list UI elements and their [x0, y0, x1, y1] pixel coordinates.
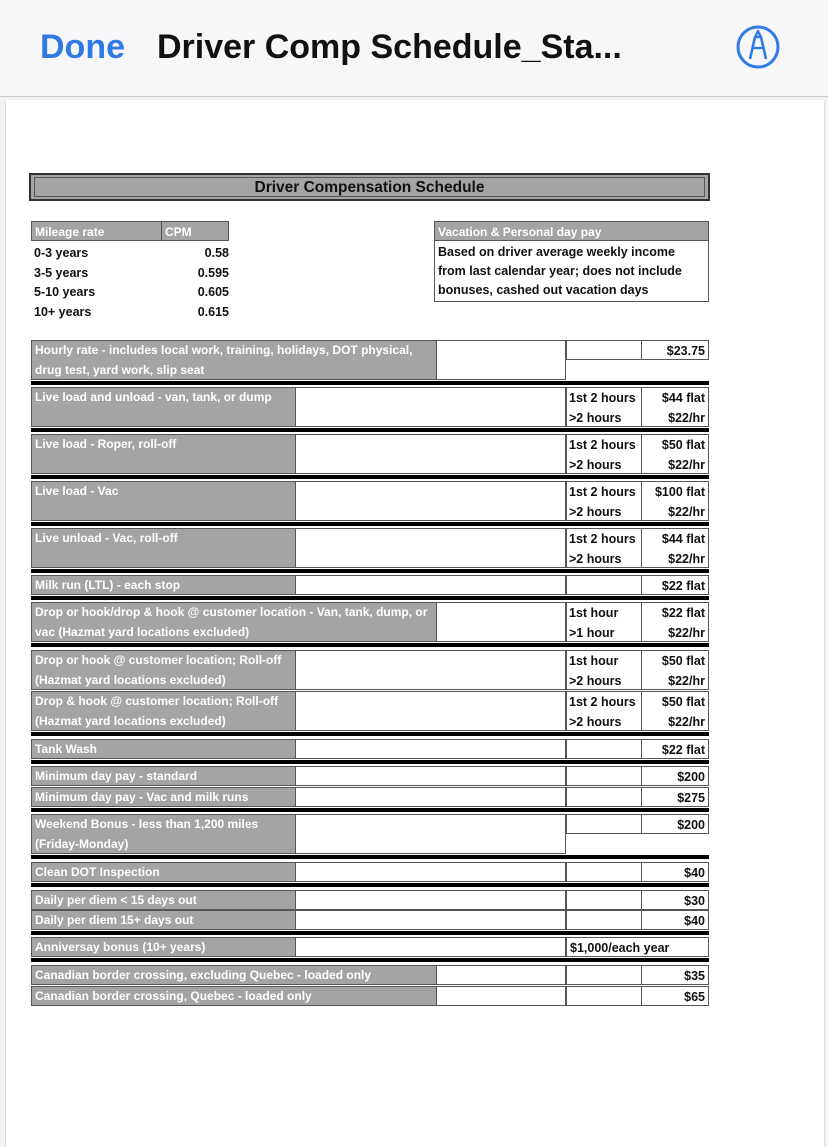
row-label: Live unload - Vac, roll-off: [31, 528, 296, 568]
row-terms-cell: [566, 575, 642, 595]
row-terms-cell: [566, 787, 642, 807]
row-terms-cell: 1st 2 hours >2 hours: [566, 691, 642, 731]
row-amount-cell: $23.75: [641, 340, 709, 360]
row-terms-cell: [566, 814, 642, 834]
row-terms-cell: [566, 986, 642, 1006]
row-separator: [31, 569, 709, 573]
row-spacer-cell: [296, 814, 566, 854]
row-terms-cell: [566, 739, 642, 759]
row-amount-cell: $22 flat: [641, 575, 709, 595]
row-spacer-cell: [296, 691, 566, 731]
row-separator: [31, 732, 709, 736]
row-spacer-cell: [296, 862, 566, 882]
row-terms-cell: $1,000/each year: [566, 937, 709, 957]
row-separator: [31, 596, 709, 600]
markup-pen-icon[interactable]: [735, 24, 781, 70]
row-amount-cell: $50 flat $22/hr: [641, 650, 709, 690]
row-label: Live load and unload - van, tank, or dump: [31, 387, 296, 427]
schedule-title: Driver Compensation Schedule: [254, 179, 485, 196]
row-spacer-cell: [296, 937, 566, 957]
row-amount-cell: $50 flat $22/hr: [641, 691, 709, 731]
mileage-rate-value: 0.595: [197, 265, 229, 280]
row-amount-cell: $65: [641, 986, 709, 1006]
row-label: Minimum day pay - Vac and milk runs: [31, 787, 296, 807]
row-spacer-cell: [437, 965, 566, 985]
row-spacer-cell: [296, 387, 566, 427]
row-label: Daily per diem 15+ days out: [31, 910, 296, 930]
row-spacer-cell: [296, 766, 566, 786]
row-amount-cell: $30: [641, 890, 709, 910]
row-separator: [31, 428, 709, 432]
row-label: Minimum day pay - standard: [31, 766, 296, 786]
row-label: Anniversay bonus (10+ years): [31, 937, 296, 957]
row-amount-cell: $35: [641, 965, 709, 985]
row-terms-cell: 1st 2 hours >2 hours: [566, 434, 642, 474]
row-spacer-cell: [296, 575, 566, 595]
row-terms-cell: 1st 2 hours >2 hours: [566, 481, 642, 521]
row-spacer-cell: [296, 739, 566, 759]
row-terms-cell: [566, 890, 642, 910]
row-spacer-cell: [296, 787, 566, 807]
row-amount-cell: $100 flat $22/hr: [641, 481, 709, 521]
row-separator: [31, 855, 709, 859]
row-terms-cell: 1st 2 hours >2 hours: [566, 528, 642, 568]
mileage-table: [34, 244, 229, 322]
row-separator: [31, 883, 709, 887]
row-amount-cell: $275: [641, 787, 709, 807]
row-separator: [31, 958, 709, 962]
row-label: Hourly rate - includes local work, training, holidays, DOT physical, drug test, yard work, slip seat: [31, 340, 437, 380]
row-terms-cell: [566, 340, 642, 360]
row-label: Canadian border crossing, Quebec - loaded only: [31, 986, 437, 1006]
row-spacer-cell: [437, 986, 566, 1006]
row-label: Daily per diem < 15 days out: [31, 890, 296, 910]
row-spacer-cell: [296, 890, 566, 910]
row-amount-cell: $22 flat $22/hr: [641, 602, 709, 642]
mileage-rate-value: 0.615: [197, 304, 229, 319]
row-separator: [31, 643, 709, 647]
row-amount-cell: $50 flat $22/hr: [641, 434, 709, 474]
top-toolbar: [0, 0, 828, 97]
mileage-years: 3-5 years: [34, 265, 89, 280]
mileage-years: 0-3 years: [34, 246, 89, 260]
row-label: Live load - Roper, roll-off: [31, 434, 296, 474]
mileage-years: 5-10 years: [34, 285, 96, 299]
row-terms-cell: [566, 862, 642, 882]
mileage-rate-header: Mileage rate: [31, 221, 162, 241]
row-spacer-cell: [296, 528, 566, 568]
row-separator: [31, 381, 709, 385]
mileage-cpm-header: CPM: [161, 221, 229, 241]
row-label: Drop or hook @ customer location; Roll-off (Hazmat yard locations excluded): [31, 650, 296, 690]
row-terms-cell: 1st hour >2 hours: [566, 650, 642, 690]
row-separator: [31, 522, 709, 526]
row-spacer-cell: [437, 340, 566, 380]
row-amount-cell: $22 flat: [641, 739, 709, 759]
row-amount-cell: $200: [641, 814, 709, 834]
vacation-header: Vacation & Personal day pay: [434, 221, 709, 241]
row-amount-cell: $200: [641, 766, 709, 786]
row-label: Milk run (LTL) - each stop: [31, 575, 296, 595]
done-button[interactable]: Done: [40, 28, 125, 66]
row-label: Weekend Bonus - less than 1,200 miles (Friday-Monday): [31, 814, 296, 854]
row-spacer-cell: [437, 602, 566, 642]
mileage-rate-value: 0.58: [204, 246, 229, 260]
vacation-description: Based on driver average weekly income from last calendar year; does not include bonuses, cashed out vacation days: [434, 240, 709, 302]
row-amount-cell: $40: [641, 910, 709, 930]
row-spacer-cell: [296, 481, 566, 521]
row-amount-cell: $44 flat $22/hr: [641, 387, 709, 427]
row-terms-cell: 1st 2 hours >2 hours: [566, 387, 642, 427]
row-spacer-cell: [296, 650, 566, 690]
row-label: Clean DOT Inspection: [31, 862, 296, 882]
document-title: Driver Comp Schedule_Sta...: [157, 28, 622, 66]
row-amount-cell: $40: [641, 862, 709, 882]
row-label: Canadian border crossing, excluding Quebec - loaded only: [31, 965, 437, 985]
row-separator: [31, 760, 709, 764]
row-label: Drop or hook/drop & hook @ customer location - Van, tank, dump, or vac (Hazmat yard locations excluded): [31, 602, 437, 642]
mileage-years: 10+ years: [34, 304, 92, 319]
row-terms-cell: [566, 965, 642, 985]
document-page[interactable]: [5, 100, 825, 1147]
mileage-rate-value: 0.605: [197, 285, 229, 299]
row-label: Live load - Vac: [31, 481, 296, 521]
row-terms-cell: [566, 910, 642, 930]
schedule-title-frame: [29, 173, 710, 201]
row-spacer-cell: [296, 434, 566, 474]
row-separator: [31, 475, 709, 479]
row-separator: [31, 931, 709, 935]
row-separator: [31, 808, 709, 812]
row-label: Tank Wash: [31, 739, 296, 759]
row-terms-cell: 1st hour >1 hour: [566, 602, 642, 642]
row-spacer-cell: [296, 910, 566, 930]
row-terms-cell: [566, 766, 642, 786]
row-amount-cell: $44 flat $22/hr: [641, 528, 709, 568]
row-label: Drop & hook @ customer location; Roll-off (Hazmat yard locations excluded): [31, 691, 296, 731]
